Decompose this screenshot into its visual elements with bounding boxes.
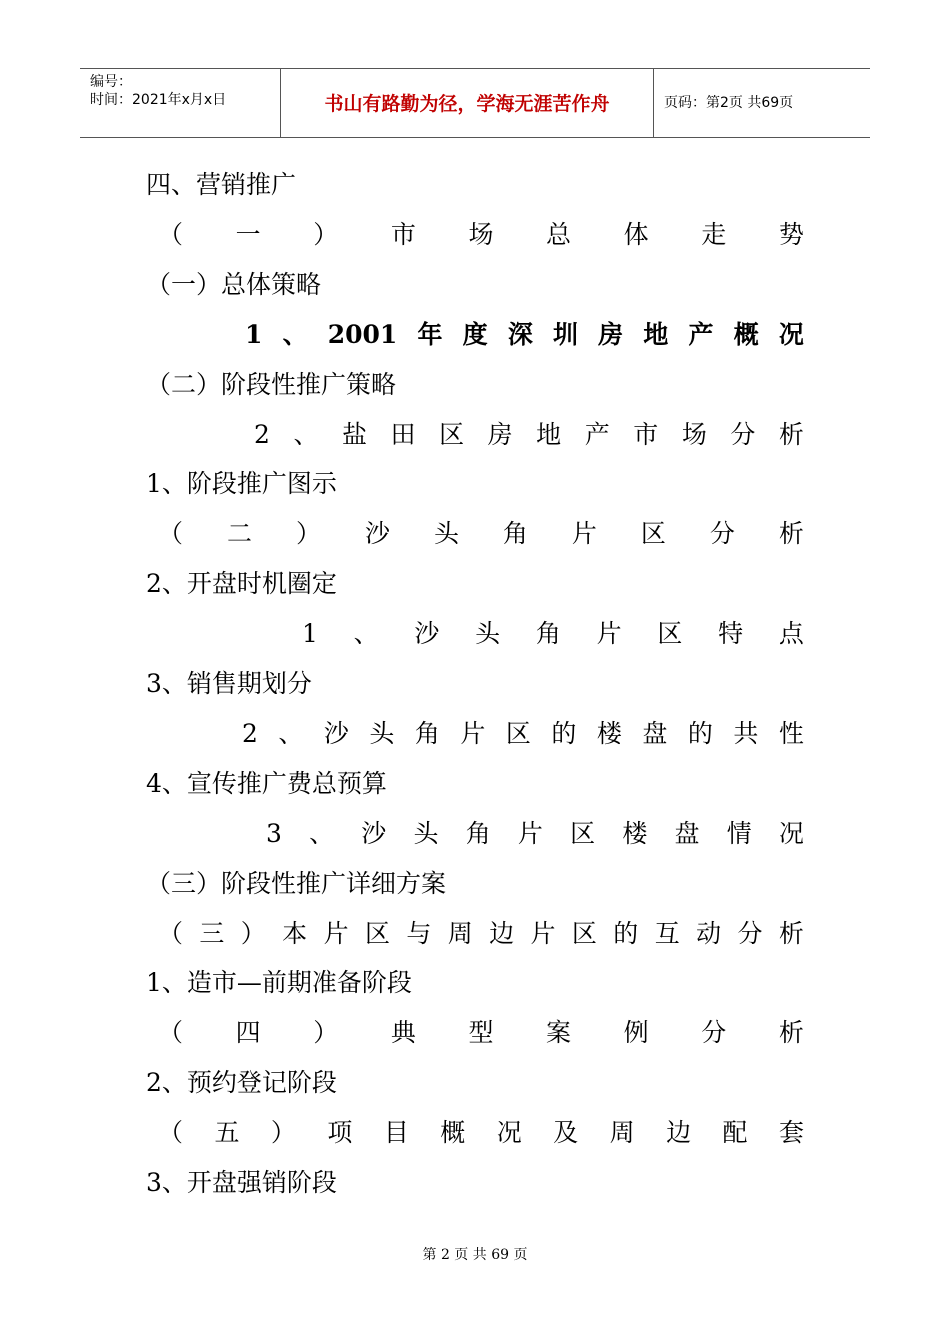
toc-entry-char: 片 bbox=[323, 919, 349, 948]
toc-entry-char: 房 bbox=[598, 320, 624, 349]
toc-entry-char: 田 bbox=[390, 420, 416, 449]
toc-entry-char: 盘 bbox=[642, 719, 668, 748]
toc-entry-char: ） bbox=[270, 1118, 296, 1147]
toc-entry-char: 特 bbox=[718, 619, 744, 648]
toc-entry-char: 概 bbox=[440, 1118, 466, 1147]
toc-entry-char: 场 bbox=[468, 220, 494, 249]
toc-entry-char: 的 bbox=[687, 719, 713, 748]
toc-entry-char: 楼 bbox=[596, 719, 622, 748]
toc-entry-char: 房 bbox=[487, 420, 513, 449]
toc-entry-char: （ bbox=[158, 519, 184, 548]
header-page-info: 页码：第2页 共69页 bbox=[664, 95, 794, 111]
toc-entry-char: 分 bbox=[701, 1018, 727, 1047]
toc-entry-char: 角 bbox=[502, 519, 528, 548]
toc-entry-char: 区 bbox=[439, 420, 465, 449]
toc-entry-char: 动 bbox=[696, 919, 722, 948]
toc-entry-spaced bbox=[158, 516, 804, 552]
toc-entry: 1、阶段推广图示 bbox=[146, 469, 337, 498]
toc-entry-char: 一 bbox=[235, 220, 261, 249]
toc-entry-char: 片 bbox=[517, 819, 543, 848]
toc-entry-char: 片 bbox=[460, 719, 486, 748]
toc-entry: 1、造市—前期准备阶段 bbox=[146, 968, 412, 997]
toc-entry-char: 年 bbox=[417, 320, 443, 349]
toc-entry-char: 盘 bbox=[674, 819, 700, 848]
toc-entry-char: 二 bbox=[226, 519, 252, 548]
toc-entry-char: 共 bbox=[733, 719, 759, 748]
toc-entry-char: 周 bbox=[447, 919, 473, 948]
toc-entry-spaced bbox=[254, 417, 804, 453]
toc-entry: （一）总体策略 bbox=[146, 270, 322, 299]
toc-entry-char: 析 bbox=[778, 1018, 804, 1047]
toc-entry-char: 分 bbox=[730, 420, 756, 449]
toc-entry-char: 区 bbox=[364, 919, 390, 948]
toc-entry-char: 3 bbox=[266, 819, 282, 848]
header-motto: 书山有路勤为径，学海无涯苦作舟 bbox=[324, 93, 610, 115]
toc-entry: 3、开盘强销阶段 bbox=[146, 1168, 337, 1197]
toc-entry-char: 楼 bbox=[622, 819, 648, 848]
toc-entry-char: （ bbox=[158, 220, 184, 249]
toc-entry-char: 四 bbox=[235, 1018, 261, 1047]
toc-entry-char: 、 bbox=[278, 719, 304, 748]
toc-entry-char: 角 bbox=[414, 719, 440, 748]
toc-entry-char: 区 bbox=[657, 619, 683, 648]
toc-entry-char: 及 bbox=[553, 1118, 579, 1147]
toc-entry: 4、宣传推广费总预算 bbox=[146, 769, 387, 798]
header-page-cell bbox=[655, 69, 870, 137]
toc-entry-char: 地 bbox=[536, 420, 562, 449]
toc-entry-char: 型 bbox=[468, 1018, 494, 1047]
toc-entry-char: 典 bbox=[390, 1018, 416, 1047]
toc-entry: 2、预约登记阶段 bbox=[146, 1068, 337, 1097]
toc-entry-char: 角 bbox=[535, 619, 561, 648]
toc-entry-char: 区 bbox=[570, 819, 596, 848]
toc-entry-char: 周 bbox=[609, 1118, 635, 1147]
toc-entry-char: 2001 bbox=[327, 320, 398, 349]
toc-entry-char: 的 bbox=[613, 919, 639, 948]
toc-entry-char: 区 bbox=[505, 719, 531, 748]
toc-entry-char: 情 bbox=[726, 819, 752, 848]
toc-entry-char: 概 bbox=[733, 320, 759, 349]
toc-entry-spaced bbox=[302, 616, 804, 652]
toc-entry-char: 势 bbox=[778, 220, 804, 249]
toc-entry-char: 性 bbox=[778, 719, 804, 748]
toc-entry-char: 配 bbox=[722, 1118, 748, 1147]
toc-entry-char: 头 bbox=[369, 719, 395, 748]
toc-entry-char: 片 bbox=[571, 519, 597, 548]
toc-entry-char: 况 bbox=[496, 1118, 522, 1147]
document-number-label: 编号： bbox=[90, 74, 132, 90]
toc-entry-char: 目 bbox=[383, 1118, 409, 1147]
toc-entry-char: 沙 bbox=[361, 819, 387, 848]
toc-entry-char: 深 bbox=[507, 320, 533, 349]
toc-entry-char: 度 bbox=[462, 320, 488, 349]
toc-entry-char: （ bbox=[158, 919, 184, 948]
toc-entry: 3、销售期划分 bbox=[146, 669, 312, 698]
toc-entry-char: 产 bbox=[688, 320, 714, 349]
toc-entry-char: 分 bbox=[709, 519, 735, 548]
toc-entry-char: 圳 bbox=[553, 320, 579, 349]
toc-entry: （二）阶段性推广策略 bbox=[146, 370, 397, 399]
toc-entry-char: 、 bbox=[353, 619, 379, 648]
toc-entry-char: 体 bbox=[623, 220, 649, 249]
toc-entry-char: 沙 bbox=[323, 719, 349, 748]
toc-entry-char: 的 bbox=[551, 719, 577, 748]
toc-entry-char: 片 bbox=[596, 619, 622, 648]
toc-entry-char: （ bbox=[158, 1118, 184, 1147]
toc-entry-char: ） bbox=[313, 1018, 339, 1047]
toc-entry-char: 、 bbox=[309, 819, 335, 848]
toc-entry-char: 2 bbox=[242, 719, 258, 748]
toc-entry-spaced bbox=[158, 916, 804, 952]
toc-entry-char: 区 bbox=[640, 519, 666, 548]
toc-entry-char: 套 bbox=[778, 1118, 804, 1147]
toc-entry-char: 头 bbox=[475, 619, 501, 648]
toc-entry-char: 边 bbox=[666, 1118, 692, 1147]
toc-entry-char: 1 bbox=[302, 619, 318, 648]
toc-entry-char: 沙 bbox=[364, 519, 390, 548]
toc-entry-char: 况 bbox=[778, 819, 804, 848]
toc-entry-char: 市 bbox=[390, 220, 416, 249]
toc-entry-spaced bbox=[242, 716, 804, 752]
toc-entry-char: 头 bbox=[433, 519, 459, 548]
toc-entry-char: 析 bbox=[778, 519, 804, 548]
toc-entry: （三）阶段性推广详细方案 bbox=[146, 869, 447, 898]
toc-entry-char: 总 bbox=[546, 220, 572, 249]
toc-entry-spaced bbox=[158, 1115, 804, 1151]
toc-entry-char: 市 bbox=[633, 420, 659, 449]
header-meta-cell bbox=[80, 69, 281, 137]
toc-entry-char: 头 bbox=[413, 819, 439, 848]
toc-entry-spaced bbox=[158, 1015, 804, 1051]
toc-entry-char: 与 bbox=[406, 919, 432, 948]
header-motto-cell bbox=[281, 69, 654, 137]
toc-entry-char: ） bbox=[295, 519, 321, 548]
document-header bbox=[80, 68, 870, 138]
toc-entry-char: 产 bbox=[584, 420, 610, 449]
toc-entry-char: 沙 bbox=[414, 619, 440, 648]
toc-entry-char: 片 bbox=[530, 919, 556, 948]
toc-entry-char: 1 bbox=[245, 320, 263, 349]
toc-entry-char: 况 bbox=[778, 320, 804, 349]
toc-entry-char: 盐 bbox=[341, 420, 367, 449]
toc-entry-char: 、 bbox=[293, 420, 319, 449]
document-time-label: 时间：2021年x月x日 bbox=[90, 92, 227, 108]
toc-entry-char: 三 bbox=[199, 919, 225, 948]
toc-entry-char: 边 bbox=[489, 919, 515, 948]
toc-entry-char: 互 bbox=[654, 919, 680, 948]
toc-entry: 2、开盘时机圈定 bbox=[146, 569, 337, 598]
toc-entry-char: 五 bbox=[214, 1118, 240, 1147]
toc-entry-char: 场 bbox=[681, 420, 707, 449]
toc-entry-spaced bbox=[158, 217, 804, 253]
toc-entry-char: 析 bbox=[778, 420, 804, 449]
toc-entry-char: 例 bbox=[623, 1018, 649, 1047]
toc-entry-char: 角 bbox=[465, 819, 491, 848]
toc-entry-spaced bbox=[266, 816, 804, 852]
toc-entry-char: 分 bbox=[737, 919, 763, 948]
toc-entry-char: 项 bbox=[327, 1118, 353, 1147]
toc-entry-char: 析 bbox=[778, 919, 804, 948]
toc-entry-char: （ bbox=[158, 1018, 184, 1047]
toc-entry-char: 案 bbox=[546, 1018, 572, 1047]
page-footer: 第 2 页 共 69 页 bbox=[422, 1247, 528, 1263]
toc-entry: 四、营销推广 bbox=[146, 170, 297, 199]
toc-entry-char: 、 bbox=[282, 320, 308, 349]
toc-entry-char: 走 bbox=[701, 220, 727, 249]
toc-entry-spaced bbox=[245, 317, 804, 353]
toc-entry-char: ） bbox=[240, 919, 266, 948]
toc-entry-char: 地 bbox=[643, 320, 669, 349]
toc-entry-char: 点 bbox=[778, 619, 804, 648]
toc-entry-char: 本 bbox=[282, 919, 308, 948]
toc-entry-char: 区 bbox=[571, 919, 597, 948]
toc-entry-char: ） bbox=[313, 220, 339, 249]
toc-entry-char: 2 bbox=[254, 420, 270, 449]
